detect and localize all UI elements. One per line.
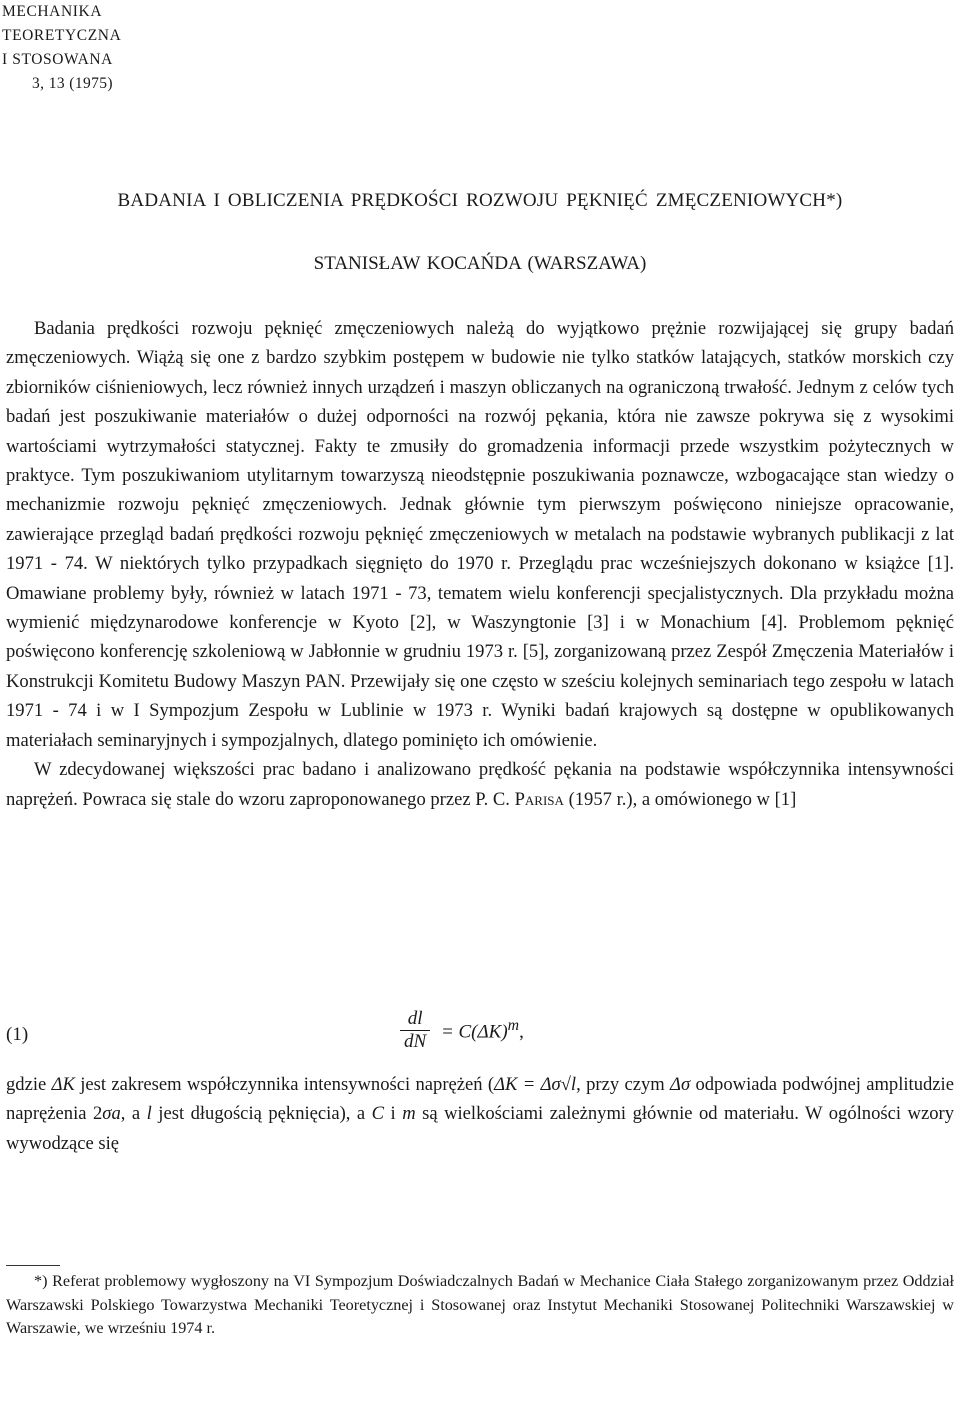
equation-rhs-text: = C(ΔK) xyxy=(440,1021,508,1043)
author-name-paris: Parisa xyxy=(514,788,564,810)
footnote-text: *) Referat problemowy wygłoszony na VI Sympozjum Doświadczalnych Badań w Mechanice Ciała Stałego zorganizowanym przez Oddział Warszawski Polskiego Towarzystwa Mechaniki Teoretycznej i Stosowanej oraz Instytut Mechaniki Stosowanej Politechniki Warszawskiej w Warszawie, we wrześniu 1974 r. xyxy=(6,1272,954,1338)
symbols-text-1: gdzie xyxy=(6,1074,52,1095)
equation-1 xyxy=(6,1008,954,1064)
footnote xyxy=(6,1270,954,1341)
symbols-text-6: jest długością pęknięcia), a xyxy=(151,1103,372,1125)
symbol-delta-sigma: Δσ xyxy=(670,1074,691,1095)
journal-masthead xyxy=(2,0,121,96)
equation-fraction xyxy=(400,1008,430,1053)
equation-denominator: dN xyxy=(404,1031,427,1052)
article-author: STANISŁAW KOCAŃDA (WARSZAWA) xyxy=(313,253,647,274)
symbols-text-4: odpowiada podwójnej amplitudzie naprężenia 2 xyxy=(6,1074,954,1125)
paragraph-paris xyxy=(6,755,954,814)
equation-number: (1) xyxy=(6,1024,29,1045)
symbol-m: m xyxy=(402,1103,416,1125)
equation-rhs xyxy=(441,1017,524,1043)
body-paragraphs xyxy=(6,314,954,814)
paragraph-paris-text: W zdecydowanej większości prac badano i analizowano prędkość pękania na podstawie współczynnika intensywności naprężeń. Powraca się stale do wzoru zaproponowanego przez P. C. xyxy=(6,759,954,810)
paragraph-symbols xyxy=(6,1070,954,1158)
formula-delta-k: ΔK = Δσ√l xyxy=(494,1074,577,1095)
symbol-l: l xyxy=(146,1103,152,1125)
symbols-text-3: , przy czym xyxy=(576,1074,671,1095)
symbols-text-7: i xyxy=(384,1103,403,1125)
symbols-text-2: jest zakresem współczynnika intensywności naprężeń ( xyxy=(74,1074,495,1095)
journal-name-line1: MECHANIKA xyxy=(2,3,103,20)
journal-name-line2: TEORETYCZNA xyxy=(2,27,122,44)
symbols-text-5: , a xyxy=(120,1103,147,1125)
article-title: BADANIA I OBLICZENIA PRĘDKOŚCI ROZWOJU PĘKNIĘĆ ZMĘCZENIOWYCH*) xyxy=(117,190,843,211)
equation-exponent: m xyxy=(507,1017,520,1035)
paragraph-paris-tail: (1957 r.), a omówionego w [1] xyxy=(563,788,797,810)
equation-trail: , xyxy=(519,1021,524,1043)
symbol-c: C xyxy=(371,1103,385,1125)
symbols-text-8: są wielkościami zależnymi głównie od materiału. W ogólności wzory wywodzące się xyxy=(6,1103,954,1154)
body-after-equation xyxy=(6,1070,954,1158)
equation-body xyxy=(400,1008,524,1053)
symbol-sigma-a: σa xyxy=(102,1103,121,1125)
journal-volume: 3, 13 (1975) xyxy=(32,75,113,92)
journal-name-line3: I STOSOWANA xyxy=(2,51,113,68)
footnote-divider xyxy=(6,1265,60,1266)
equation-numerator: dl xyxy=(400,1008,430,1031)
paragraph-intro: Badania prędkości rozwoju pęknięć zmęczeniowych należą do wyjątkowo prężnie rozwijającej się grupy badań zmęczeniowych. Wiążą się one z bardzo szybkim postępem w budowie nie tylko statków latających, statków morskich czy zbiorników ciśnieniowych, lecz również innych urządzeń i maszyn obliczanych na ograniczoną trwałość. Jednym z celów tych badań jest poszukiwanie materiałów o dużej odporności na rozwój pękania, która nie zawsze pokrywa się z wysokimi wartościami wytrzymałości statycznej. Fakty te zmusiły do gromadzenia informacji przede wszystkim pożytecznych w praktyce. Tym poszukiwaniom utylitarnym towarzyszą nieodstępnie poszukiwania poznawcze, wzbogacające stan wiedzy o mechanizmie rozwoju pęknięć zmęczeniowych. Jednak głównie tym pierwszym poświęcono niniejsze opracowanie, zawierające przegląd badań prędkości rozwoju pęknięć zmęczeniowych w metalach na podstawie wybranych publikacji z lat 1971 - 74. W niektórych tylko przypadkach sięgnięto do 1970 r. Przeglądu prac wcześniejszych dokonano w książce [1]. Omawiane problemy były, również w latach 1971 - 73, tematem wielu konferencji specjalistycznych. Dla przykładu można wymienić międzynarodowe konferencje w Kyoto [2], w Waszyngtonie [3] i w Monachium [4]. Problemom pęknięć poświęcono konferencję szkoleniową w Jabłonnie w grudniu 1973 r. [5], zorganizowaną przez Zespół Zmęczenia Materiałów i Konstrukcji Komitetu Budowy Maszyn PAN. Przewijały się one często w sześciu kolejnych seminariach tego zespołu w latach 1971 - 74 i w I Sympozjum Zespołu w Lublinie w 1973 r. Wyniki badań krajowych są dostępne w opublikowanych materiałach seminaryjnych i sympozjalnych, dlatego pominięto ich omówienie. xyxy=(6,318,954,751)
symbol-delta-k: ΔK xyxy=(51,1074,75,1095)
